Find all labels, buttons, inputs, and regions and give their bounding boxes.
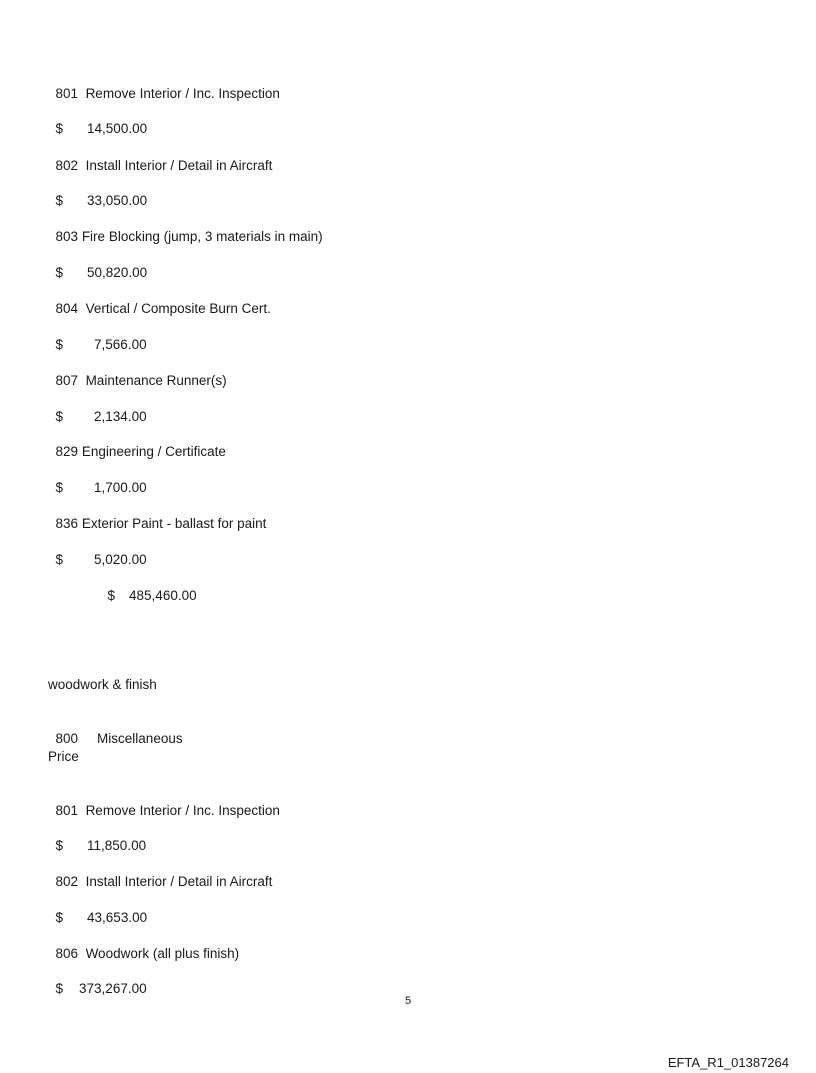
item-code: 803 [55,229,79,244]
line-item [48,497,266,533]
currency-symbol: $ [55,265,64,280]
item-code: 802 [55,158,79,173]
line-amount [48,102,147,138]
line-item [48,67,280,103]
currency-symbol: $ [55,552,64,567]
line-amount [48,962,147,998]
line-item [48,139,272,175]
currency-symbol: $ [55,981,64,996]
amount-value: 14,500.00 [87,121,148,136]
line-amount [48,318,147,354]
item-description: Remove Interior / Inc. Inspection [85,86,280,101]
item-description: Exterior Paint - ballast for paint [81,516,267,531]
line-amount [48,174,147,210]
amount-value: 7,566.00 [94,337,147,352]
item-code: 829 [55,444,79,459]
currency-symbol: $ [55,409,64,424]
section-code: 800 [55,731,79,746]
section-heading: woodwork & finish [48,677,157,692]
section-label: Miscellaneous [97,731,183,746]
item-description: Vertical / Composite Burn Cert. [85,301,271,316]
line-amount [48,891,147,927]
line-item [48,855,272,891]
item-code: 806 [55,946,79,961]
item-description: Woodwork (all plus finish) [85,946,240,961]
currency-symbol: $ [107,588,116,603]
item-code: 807 [55,373,79,388]
line-item [48,354,227,390]
item-code: 804 [55,301,79,316]
amount-value: 43,653.00 [87,910,148,925]
section-line [48,712,183,748]
amount-value: 1,700.00 [94,480,147,495]
price-label: Price [48,749,79,764]
amount-value: 33,050.00 [87,193,148,208]
item-code: 801 [55,803,79,818]
line-amount [48,246,147,282]
line-amount [48,390,147,426]
line-item [48,927,239,963]
item-code: 801 [55,86,79,101]
line-amount [48,461,147,497]
item-description: Install Interior / Detail in Aircraft [85,874,273,889]
amount-value: 11,850.00 [87,838,147,853]
total-amount: 485,460.00 [129,588,197,603]
total-line [100,569,197,605]
amount-value: 2,134.00 [94,409,147,424]
currency-symbol: $ [55,337,64,352]
item-code: 802 [55,874,79,889]
currency-symbol: $ [55,480,64,495]
currency-symbol: $ [55,193,64,208]
amount-value: 50,820.00 [87,265,148,280]
line-item [48,210,323,246]
line-item [48,282,271,318]
currency-symbol: $ [55,910,64,925]
item-description: Install Interior / Detail in Aircraft [85,158,273,173]
item-description: Remove Interior / Inc. Inspection [85,803,280,818]
currency-symbol: $ [55,838,64,853]
page-number: 5 [404,995,412,1007]
amount-value: 373,267.00 [79,981,147,996]
item-description: Maintenance Runner(s) [85,373,227,388]
currency-symbol: $ [55,121,64,136]
amount-value: 5,020.00 [94,552,147,567]
item-code: 836 [55,516,79,531]
item-description: Fire Blocking (jump, 3 materials in main) [81,229,323,244]
document-id: EFTA_R1_01387264 [667,1055,789,1070]
line-item [48,425,226,461]
line-amount [48,533,147,569]
line-item [48,784,280,820]
item-description: Engineering / Certificate [81,444,226,459]
line-amount [48,819,146,855]
